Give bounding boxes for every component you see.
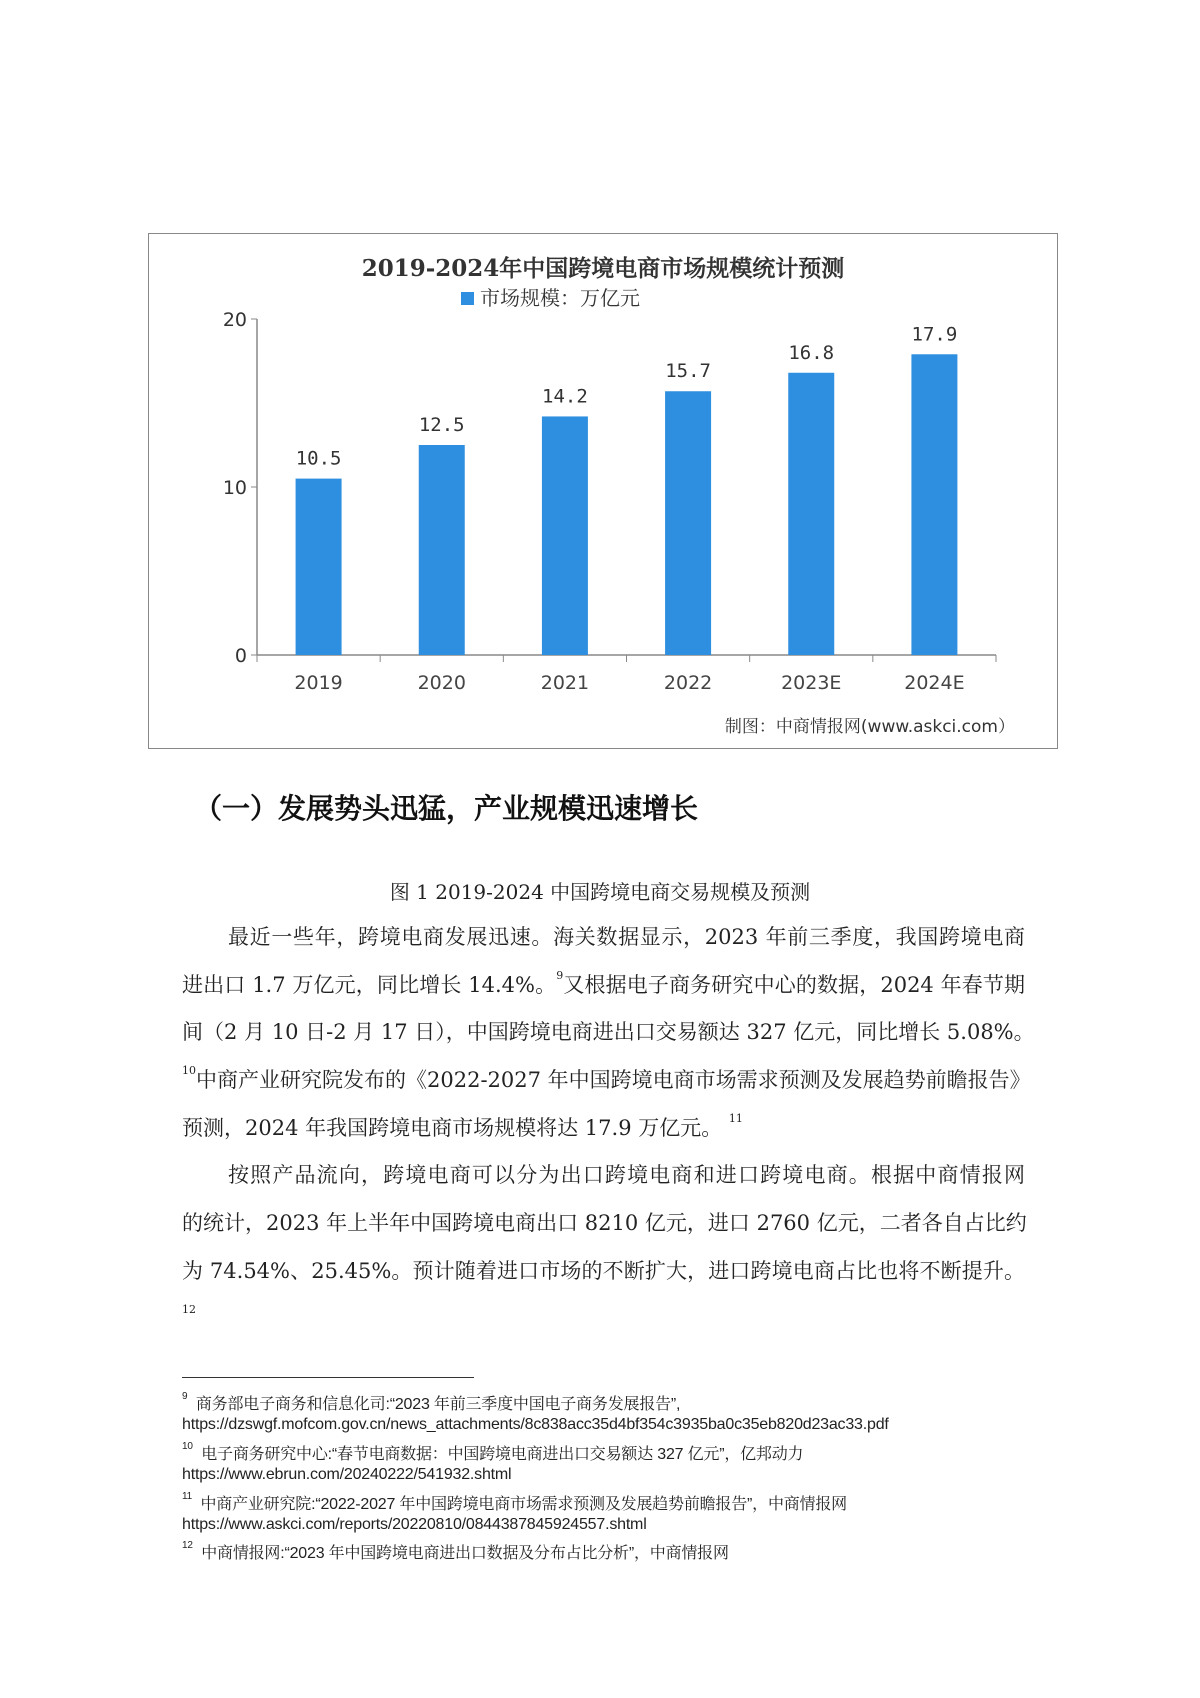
chart-title: 2019-2024年中国跨境电商市场规模统计预测 <box>361 255 845 282</box>
footnote-number: 9 <box>182 1391 188 1402</box>
x-tick-label: 2023E <box>781 672 842 694</box>
x-tick-label: 2019 <box>294 672 343 694</box>
figure-caption: 图 1 2019-2024 中国跨境电商交易规模及预测 <box>389 880 811 904</box>
footnote-ref[interactable]: 11 <box>728 1112 743 1125</box>
footnote <box>182 1540 729 1563</box>
data-label: 16.8 <box>788 341 835 364</box>
paragraph-line <box>182 970 1025 1000</box>
legend-label: 市场规模：万亿元 <box>480 286 640 310</box>
x-tick-label: 2022 <box>663 672 713 694</box>
legend-swatch <box>461 292 474 305</box>
y-tick-label: 0 <box>234 645 247 667</box>
paragraph-line: 的统计，2023 年上半年中国跨境电商出口 8210 亿元，进口 2760 亿元，二者各自占比约 <box>182 1211 1027 1235</box>
footnote-ref[interactable]: 10 <box>182 1064 196 1077</box>
bar <box>542 416 588 655</box>
data-label: 12.5 <box>418 414 465 436</box>
y-tick-label: 10 <box>222 477 247 499</box>
section-heading: （一）发展势头迅猛，产业规模迅速增长 <box>194 792 699 825</box>
text-span: 又根据电子商务研究中心的数据，2024 年春节期 <box>563 973 1025 997</box>
bar <box>419 445 465 655</box>
bar <box>788 373 834 655</box>
text-span: 进出口 1.7 万亿元，同比增长 14.4%。 <box>182 973 557 997</box>
x-tick-label: 2024E <box>904 672 965 694</box>
text-span: 中商产业研究院发布的《2022-2027 年中国跨境电商市场需求预测及发展趋势前瞻报告》 <box>196 1068 1031 1092</box>
footnote <box>182 1441 803 1464</box>
text-span: 预测，2024 年我国跨境电商市场规模将达 17.9 万亿元。 <box>182 1116 723 1140</box>
footnote-url[interactable]: https://www.ebrun.com/20240222/541932.shtml <box>182 1466 512 1483</box>
footnote-divider <box>182 1377 474 1378</box>
bar <box>911 354 957 655</box>
paragraph-line: 按照产品流向，跨境电商可以分为出口跨境电商和进口跨境电商。根据中商情报网 <box>228 1163 1025 1187</box>
y-tick-label: 20 <box>222 309 247 331</box>
paragraph-line: 为 74.54%、25.45%。预计随着进口市场的不断扩大，进口跨境电商占比也将不断提升。 <box>182 1259 1025 1283</box>
footnote-ref[interactable]: 12 <box>182 1303 196 1316</box>
bar <box>296 479 342 655</box>
footnote-ref[interactable]: 9 <box>556 969 564 982</box>
bar <box>665 391 711 655</box>
chart-credit: 制图：中商情报网(www.askci.com） <box>724 717 1015 737</box>
paragraph-line: 最近一些年，跨境电商发展迅速。海关数据显示，2023 年前三季度，我国跨境电商 <box>228 925 1025 949</box>
footnote-url[interactable]: https://dzswgf.mofcom.gov.cn/news_attachments/8c838acc35d4bf354c3935ba0c35eb820d23ac33.pdf <box>182 1416 889 1433</box>
paragraph-line: 间（2 月 10 日-2 月 17 日），中国跨境电商进出口交易额达 327 亿元，同比增长 5.08%。 <box>182 1020 1035 1044</box>
footnote-text: 中商产业研究院:“2022-2027 年中国跨境电商市场需求预测及发展趋势前瞻报告”，中商情报网 <box>200 1496 847 1513</box>
footnote <box>182 1391 680 1414</box>
data-label: 14.2 <box>542 385 588 408</box>
footnote <box>182 1491 847 1514</box>
x-tick-label: 2020 <box>417 672 466 694</box>
data-label: 17.9 <box>911 323 958 346</box>
paragraph-line <box>182 1113 1025 1143</box>
paragraph-line <box>182 1064 1031 1095</box>
footnote-text: 商务部电子商务和信息化司:“2023 年前三季度中国电子商务发展报告”, <box>195 1396 681 1413</box>
footnote-text: 电子商务研究中心:“春节电商数据：中国跨境电商进出口交易额达 327 亿元”，亿邦动力 <box>201 1446 804 1463</box>
footnote-number: 10 <box>182 1441 193 1452</box>
chart-canvas <box>149 234 1057 748</box>
x-tick-label: 2021 <box>540 672 590 694</box>
data-label: 15.7 <box>665 360 711 383</box>
footnote-number: 11 <box>182 1491 192 1502</box>
footnote-text: 中商情报网:“2023 年中国跨境电商进出口数据及分布占比分析”，中商情报网 <box>201 1545 729 1562</box>
footnote-number: 12 <box>182 1540 193 1551</box>
footnote-url[interactable]: https://www.askci.com/reports/20220810/0844387845924557.shtml <box>182 1516 647 1533</box>
bar-chart <box>148 233 1058 749</box>
data-label: 10.5 <box>295 447 342 470</box>
